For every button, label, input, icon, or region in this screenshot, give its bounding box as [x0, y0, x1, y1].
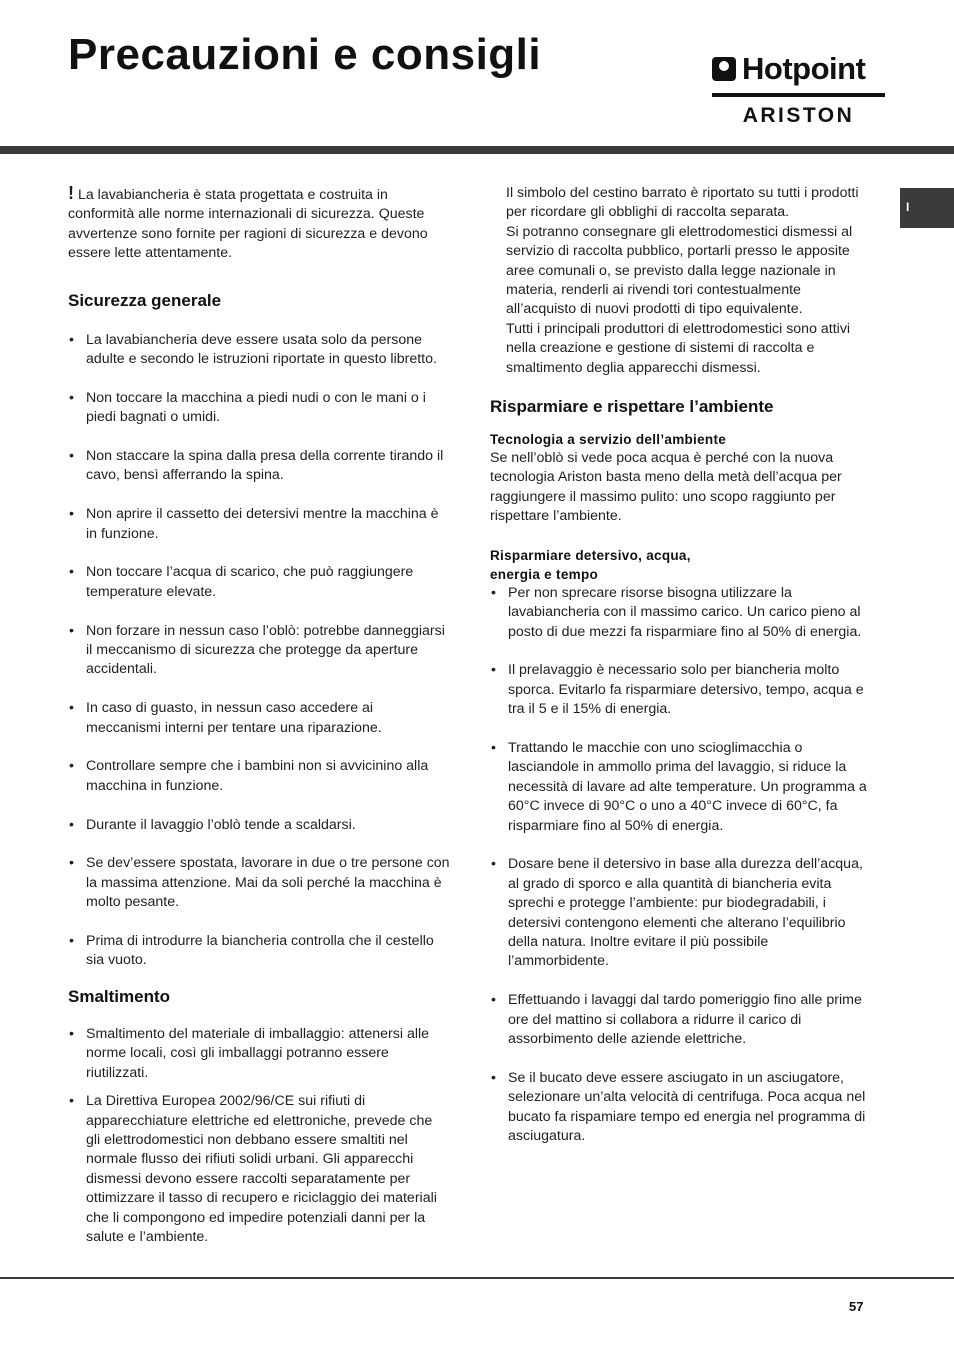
- disposal-continuation: [490, 184, 868, 378]
- safety-list: [68, 331, 450, 971]
- list-item: • Non aprire il cassetto dei detersivi mentre la macchina è in funzione.: [68, 505, 450, 544]
- list-item: • Non forzare in nessun caso l’oblò: potrebbe danneggiarsi il meccanismo di sicurezza che protegge da aperture accidentali.: [68, 622, 450, 680]
- list-item: • Durante il lavaggio l’oblò tende a scaldarsi.: [68, 816, 450, 835]
- intro-paragraph: [68, 184, 450, 264]
- disposal-paragraph: Si potranno consegnare gli elettrodomestici dismessi al servizio di raccolta pubblico, portarli presso le apposite aree comunali o, se previsto dalla legge nazionale in materia, renderli ai rivendi tori contestualmente all’acquisto di nuovi prodotti di tipo equivalente.: [506, 223, 853, 318]
- list-item: • Non staccare la spina dalla presa della corrente tirando il cavo, bensì afferrando la spina.: [68, 447, 450, 486]
- subheading-saving-line2: energia e tempo: [490, 566, 599, 582]
- saving-list: [490, 584, 868, 1147]
- list-item: • Se il bucato deve essere asciugato in un asciugatore, selezionare un’alta velocità di centrifuga. Poca acqua nel bucato fa rispamiare tempo ed energia nel programma di asciugatura.: [490, 1069, 868, 1147]
- list-item: • Trattando le macchie con uno scioglimacchia o lasciandole in ammollo prima del lavaggio, si riduce la necessità di lavare ad alte temperature. Un programma a 60°C invece di 90°C o uno a 40°C invece di 60°C, fa risparmiare fino al 50% di energia.: [490, 739, 868, 836]
- brand-logo: [712, 52, 887, 126]
- brand-subname: ARISTON: [742, 104, 855, 127]
- page-title: Precauzioni e consigli: [68, 30, 542, 79]
- list-item: • La Direttiva Europea 2002/96/CE sui rifiuti di apparecchiature elettriche ed elettroniche, prevede che gli elettrodomestici non debbano essere smaltiti nel normale flusso dei rifiuti solidi urbani. Gli apparecchi dismessi devono essere raccolti separatamente per ottimizzare il tasso di recupero e riciclaggio dei materiali che li compongono ed impedire potenziali danni per la salute e l’ambiente.: [68, 1092, 450, 1247]
- list-item: • Controllare sempre che i bambini non si avvicinino alla macchina in funzione.: [68, 757, 450, 796]
- brand-divider: [712, 93, 885, 97]
- intro-text: La lavabiancheria è stata progettata e costruita in conformità alle norme internazionali di sicurezza. Queste avvertenze sono fornite per ragioni di sicurezza e devono essere lette attentamente.: [68, 187, 428, 262]
- section-heading-safety: Sicurezza generale: [68, 290, 222, 310]
- list-item: • Effettuando i lavaggi dal tardo pomeriggio fino alle prime ore del mattino si collabora a ridurre il carico di assorbimento delle aziende elettriche.: [490, 991, 868, 1049]
- subheading-technology: Tecnologia a servizio dell’ambiente: [490, 432, 727, 448]
- list-item: • In caso di guasto, in nessun caso accedere ai meccanismi interni per tentare una riparazione.: [68, 699, 450, 738]
- brand-name: Hotpoint: [742, 51, 866, 86]
- page-number: 57: [849, 1299, 864, 1314]
- section-heading-disposal: Smaltimento: [68, 986, 171, 1006]
- technology-paragraph: Se nell’oblò si vede poca acqua è perché con la nuova tecnologia Ariston basta meno della metà dell’acqua per raggiungere il massimo pulito: uno scopo raggiunto per rispettare l’ambiente.: [490, 450, 842, 525]
- subheading-saving: Risparmiare detersivo, acqua,: [490, 547, 691, 563]
- list-item: • Non toccare la macchina a piedi nudi o con le mani o i piedi bagnati o umidi.: [68, 389, 450, 428]
- disposal-paragraph: Il simbolo del cestino barrato è riportato su tutti i prodotti per ricordare gli obblighi di raccolta separata.: [506, 185, 859, 221]
- footer-rule: [0, 1277, 954, 1279]
- right-column: [490, 184, 868, 1146]
- list-item: • Prima di introdurre la biancheria controlla che il cestello sia vuoto.: [68, 932, 450, 971]
- list-item: • Dosare bene il detersivo in base alla durezza dell’acqua, al grado di sporco e alla quantità di biancheria evita sprechi e protegge l’ambiente: pur biodegradabili, i detersivi contengono elementi che alterano l’equilibrio della natura. Inoltre evitare il più possibile l’ammorbidente.: [490, 855, 868, 971]
- section-heading-environment: Risparmiare e rispettare l’ambiente: [490, 397, 774, 417]
- list-item: • Smaltimento del materiale di imballaggio: attenersi alle norme locali, così gli imballaggi potranno essere riutilizzati.: [68, 1025, 450, 1083]
- list-item: • Non toccare l’acqua di scarico, che può raggiungere temperature elevate.: [68, 563, 450, 602]
- brand-mark-icon: [712, 57, 736, 81]
- language-tab-label: I: [906, 200, 910, 214]
- disposal-paragraph: Tutti i principali produttori di elettrodomestici sono attivi nella creazione e gestione di sistemi di raccolta e smaltimento deglia apparecchi dismessi.: [506, 320, 851, 376]
- disposal-list: [68, 1025, 450, 1247]
- left-column: [68, 184, 450, 1247]
- warning-mark: !: [68, 183, 74, 203]
- header-rule: [0, 146, 954, 154]
- list-item: • Se dev’essere spostata, lavorare in due o tre persone con la massima attenzione. Mai da soli perché la macchina è molto pesante.: [68, 854, 450, 912]
- list-item: • La lavabiancheria deve essere usata solo da persone adulte e secondo le istruzioni riportate in questo libretto.: [68, 331, 450, 370]
- list-item: • Per non sprecare risorse bisogna utilizzare la lavabiancheria con il massimo carico. Un carico pieno al posto di due mezzi fa risparmiare fino al 50% di energia.: [490, 584, 868, 642]
- language-tab: [900, 188, 954, 228]
- list-item: • Il prelavaggio è necessario solo per biancheria molto sporca. Evitarlo fa risparmiare detersivo, tempo, acqua e tra il 5 e il 15% di energia.: [490, 661, 868, 719]
